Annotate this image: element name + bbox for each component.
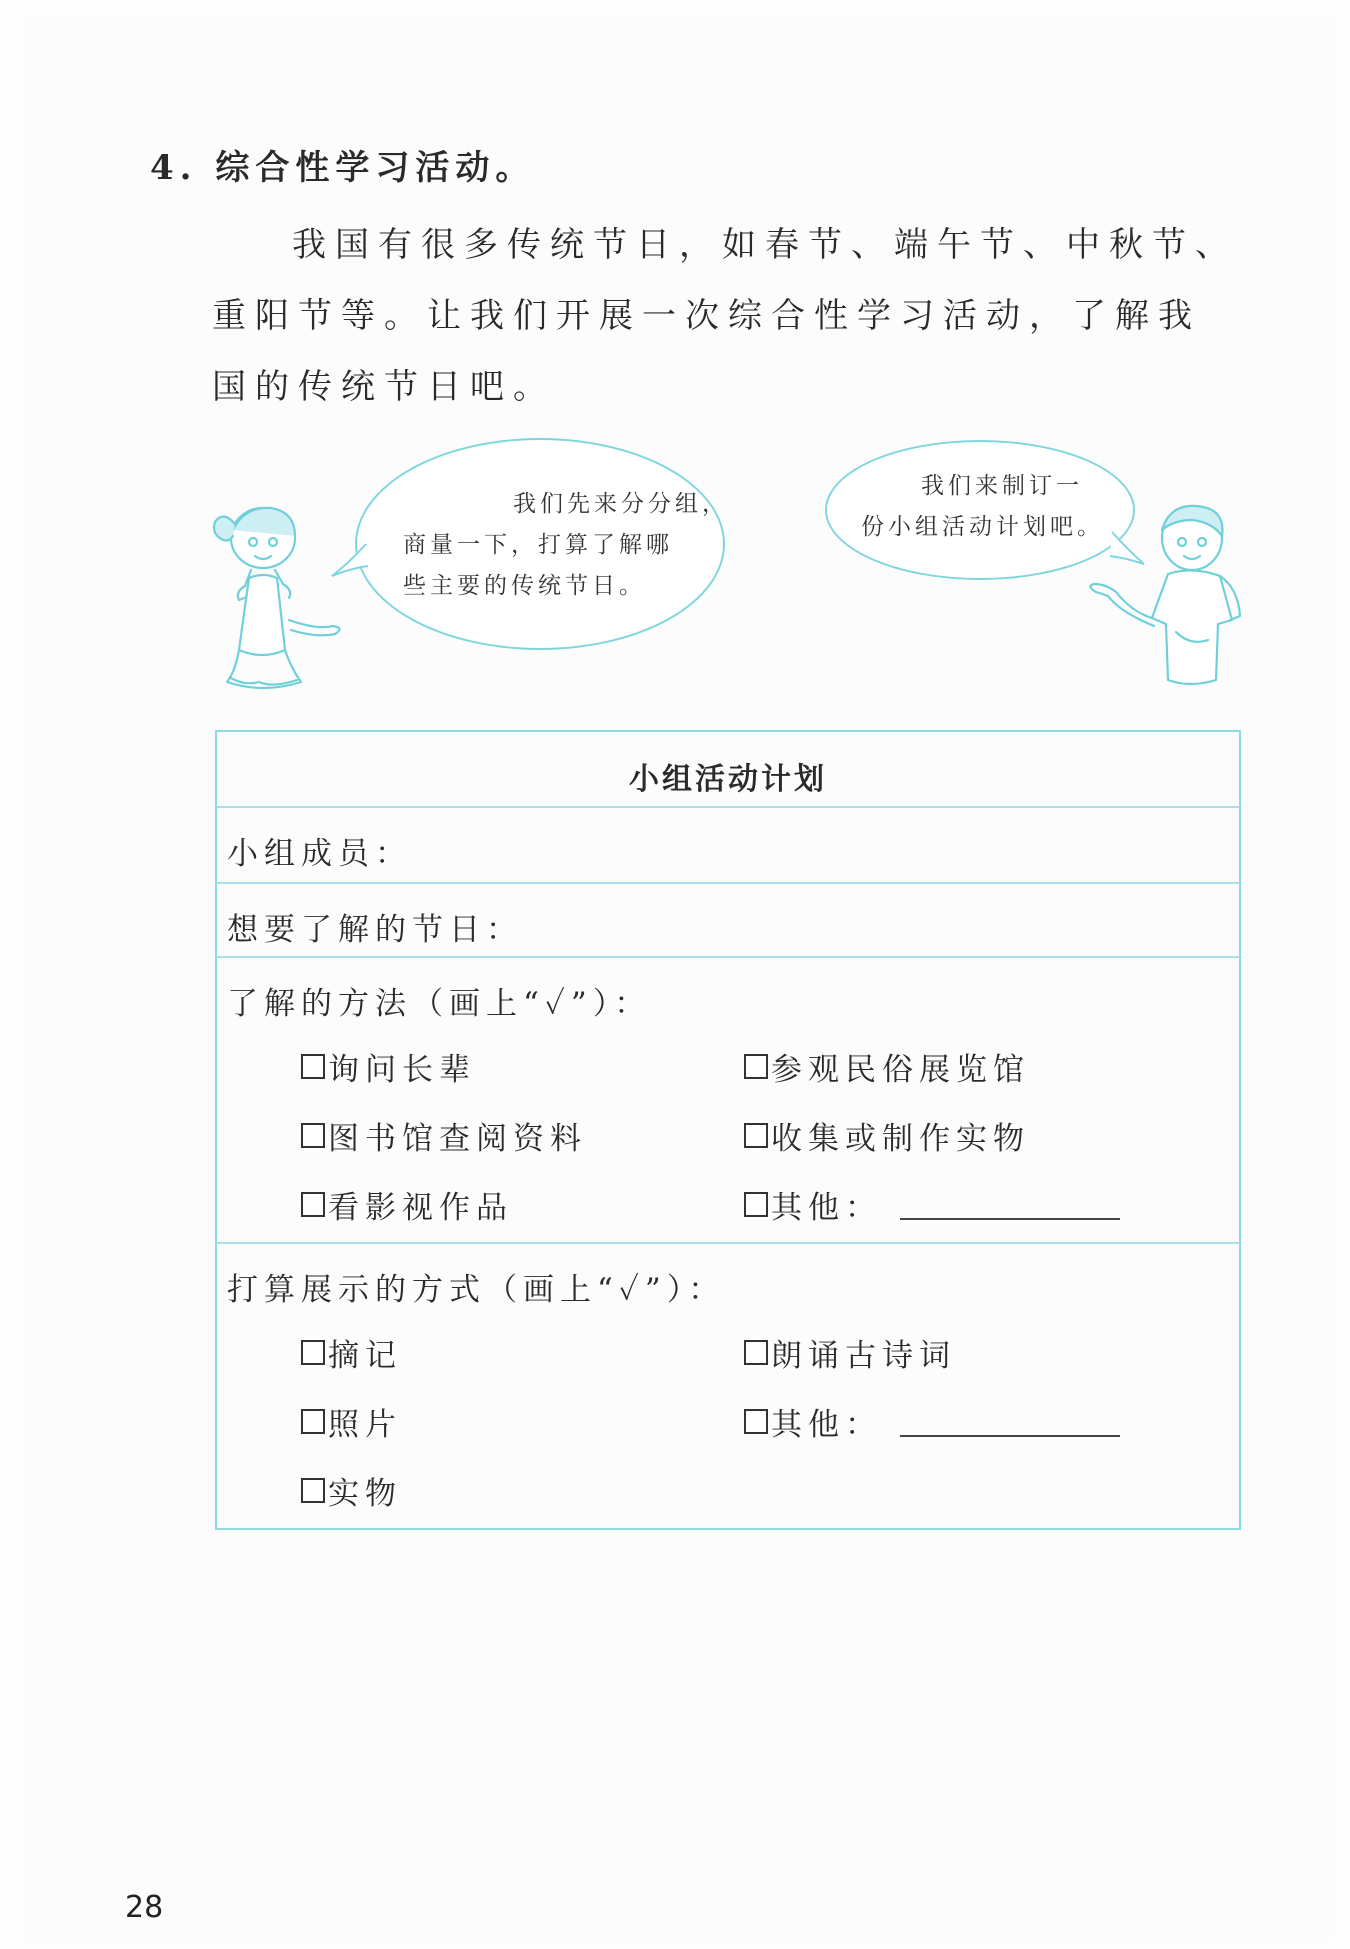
checkbox[interactable] bbox=[301, 1192, 325, 1217]
option-label: 朗诵古诗词 bbox=[771, 1338, 956, 1374]
girl-bubble-tail bbox=[330, 540, 370, 580]
checkbox[interactable] bbox=[301, 1123, 325, 1148]
option-label: 看影视作品 bbox=[328, 1190, 513, 1226]
members-row[interactable] bbox=[217, 808, 1239, 884]
intro-paragraph: 我国有很多传统节日，如春节、端午节、中秋节、重阳节等。让我们开展一次综合性学习活动，了解我国的传统节日吧。 bbox=[212, 225, 1238, 407]
girl-speech-line: 商量一下，打算了解哪 bbox=[403, 532, 673, 558]
page-number: 28 bbox=[125, 1890, 164, 1925]
checkbox[interactable] bbox=[744, 1192, 768, 1217]
other-fill-blank[interactable] bbox=[900, 1407, 1120, 1437]
checkbox[interactable] bbox=[301, 1409, 325, 1434]
method-option-collect-objects[interactable] bbox=[744, 1113, 1030, 1158]
option-label: 实物 bbox=[328, 1476, 402, 1512]
activity-plan-table bbox=[215, 730, 1241, 1530]
display-option-photos[interactable] bbox=[301, 1399, 402, 1444]
option-label: 其他： bbox=[771, 1190, 882, 1226]
checkbox[interactable] bbox=[301, 1340, 325, 1365]
option-label: 摘记 bbox=[328, 1338, 402, 1374]
girl-illustration bbox=[205, 500, 355, 695]
girl-speech-bubble bbox=[355, 438, 729, 650]
plan-title-row bbox=[217, 732, 1239, 808]
display-option-recite-poems[interactable] bbox=[744, 1330, 956, 1375]
girl-speech-line: 我们先来分分组， bbox=[513, 491, 729, 517]
method-option-visit-museum[interactable] bbox=[744, 1044, 1030, 1089]
other-fill-blank[interactable] bbox=[900, 1190, 1120, 1220]
members-label: 小组成员： bbox=[227, 836, 412, 872]
girl-speech-line: 些主要的传统节日。 bbox=[403, 573, 646, 599]
checkbox[interactable] bbox=[744, 1054, 768, 1079]
method-label: 了解的方法（画上“✓”）： bbox=[227, 986, 652, 1022]
festival-label: 想要了解的节日： bbox=[227, 912, 523, 948]
plan-title: 小组活动计划 bbox=[629, 762, 827, 797]
option-label: 图书馆查阅资料 bbox=[328, 1121, 587, 1157]
method-option-other[interactable] bbox=[744, 1182, 1120, 1227]
boy-speech-line: 份小组活动计划吧。 bbox=[861, 514, 1104, 540]
festival-row[interactable] bbox=[217, 884, 1239, 958]
section-heading: 4. 综合性学习活动。 bbox=[150, 148, 536, 188]
checkbox[interactable] bbox=[301, 1478, 325, 1503]
option-label: 照片 bbox=[328, 1407, 402, 1443]
boy-speech-bubble bbox=[825, 440, 1135, 580]
boy-bubble-tail bbox=[1108, 528, 1148, 568]
option-label: 参观民俗展览馆 bbox=[771, 1052, 1030, 1088]
checkbox[interactable] bbox=[744, 1340, 768, 1365]
method-option-library[interactable] bbox=[301, 1113, 587, 1158]
display-option-other[interactable] bbox=[744, 1399, 1120, 1444]
option-label: 收集或制作实物 bbox=[771, 1121, 1030, 1157]
checkbox[interactable] bbox=[744, 1409, 768, 1434]
method-row bbox=[217, 958, 1239, 1244]
checkbox[interactable] bbox=[301, 1054, 325, 1079]
display-option-objects[interactable] bbox=[301, 1468, 402, 1513]
method-option-watch-films[interactable] bbox=[301, 1182, 513, 1227]
checkbox[interactable] bbox=[744, 1123, 768, 1148]
option-label: 询问长辈 bbox=[328, 1052, 476, 1088]
method-option-ask-elders[interactable] bbox=[301, 1044, 476, 1089]
option-label: 其他： bbox=[771, 1407, 882, 1443]
boy-speech-line: 我们来制订一 bbox=[921, 473, 1083, 499]
display-row bbox=[217, 1244, 1239, 1532]
display-label: 打算展示的方式（画上“✓”）： bbox=[227, 1272, 726, 1308]
display-option-excerpts[interactable] bbox=[301, 1330, 402, 1375]
